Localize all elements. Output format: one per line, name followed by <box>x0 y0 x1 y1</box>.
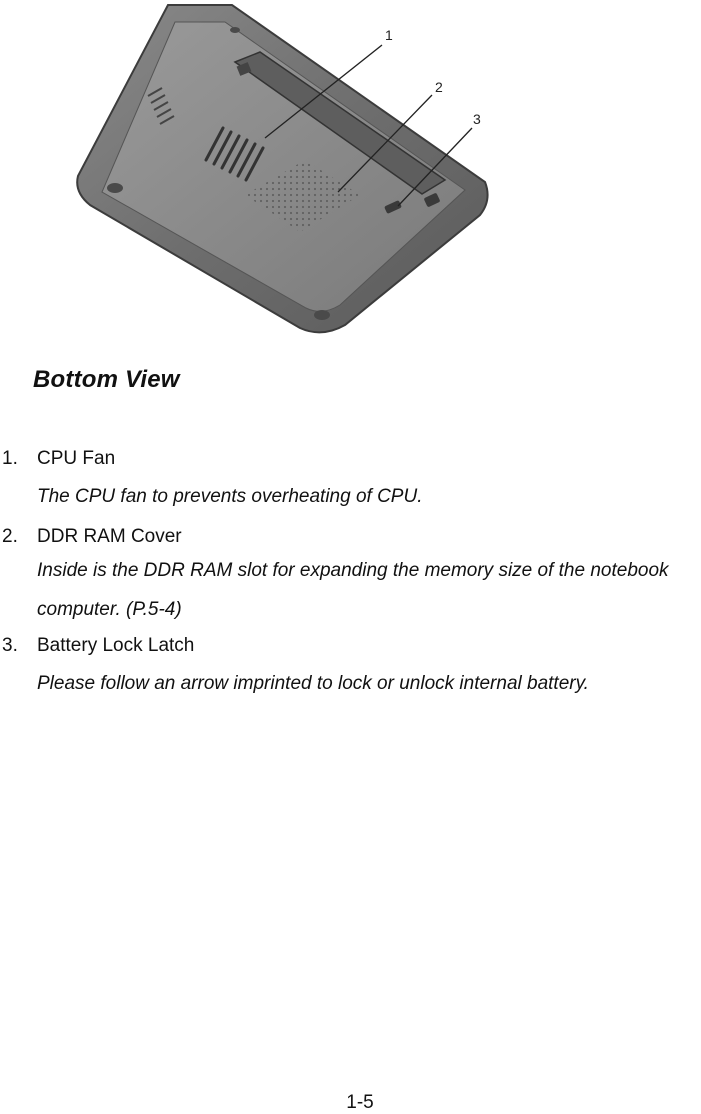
item-2-description: Inside is the DDR RAM slot for expanding the memory size of the notebook computer. (P.5-4) <box>37 560 669 620</box>
laptop-bottom-illustration <box>60 0 500 340</box>
item-3-title: Battery Lock Latch <box>37 635 195 656</box>
item-3-description: Please follow an arrow imprinted to lock or unlock internal battery. <box>37 673 589 694</box>
item-2-title: DDR RAM Cover <box>37 526 182 547</box>
item-1-description: The CPU fan to prevents overheating of CPU. <box>37 486 423 507</box>
section-heading: Bottom View <box>33 366 180 393</box>
callout-2: 2 <box>435 79 443 95</box>
callout-3: 3 <box>473 111 481 127</box>
page-number: 1-5 <box>346 1092 374 1113</box>
item-1-title: CPU Fan <box>37 448 116 469</box>
item-1-number: 1. <box>2 448 18 469</box>
callout-1: 1 <box>385 27 393 43</box>
item-3-number: 3. <box>2 635 18 656</box>
item-2-number: 2. <box>2 526 18 547</box>
